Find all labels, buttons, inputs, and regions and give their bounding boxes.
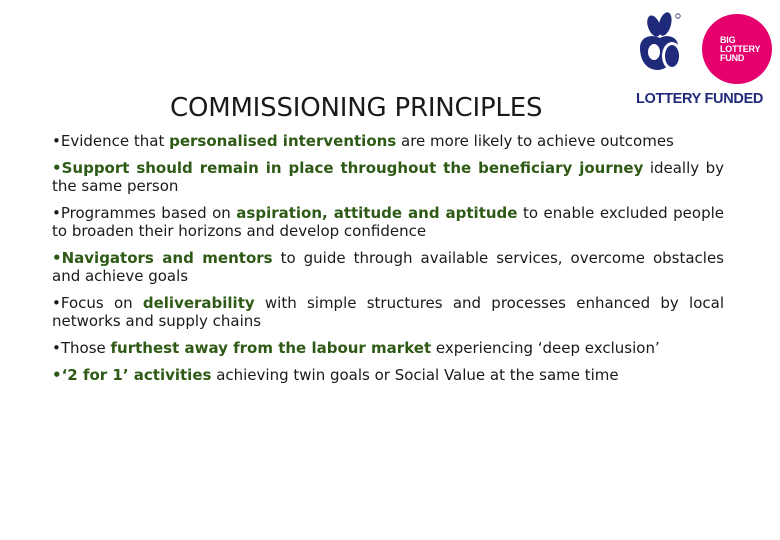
principle-text: to enable excluded people to broaden their horizons and develop confidence <box>52 204 724 240</box>
principle-item <box>52 294 724 330</box>
highlighted-phrase: Navigators and mentors <box>61 249 273 267</box>
highlighted-phrase: deliverability <box>142 294 255 312</box>
big-lottery-fund-badge <box>702 14 772 84</box>
principle-text: experiencing ‘deep exclusion’ <box>431 339 660 357</box>
bullet-marker: • <box>52 204 61 222</box>
bullet-marker: • <box>52 132 61 150</box>
crossed-fingers-icon <box>632 8 712 88</box>
principle-item <box>52 339 724 357</box>
highlighted-phrase: aspiration, attitude and aptitude <box>236 204 518 222</box>
page-title: COMMISSIONING PRINCIPLES <box>170 93 543 123</box>
highlighted-phrase: ‘2 for 1’ activities <box>61 366 212 384</box>
principle-item <box>52 366 724 384</box>
lottery-funded-label: LOTTERY FUNDED <box>636 91 764 107</box>
principle-text: with simple structures and processes enhanced by local networks and supply chains <box>52 294 725 330</box>
principle-text: ideally by the same person <box>52 159 724 195</box>
principle-text: achieving twin goals or Social Value at the same time <box>211 366 619 384</box>
bullet-marker: • <box>52 159 62 177</box>
highlighted-phrase: furthest away from the labour market <box>110 339 432 357</box>
principle-text: Evidence that <box>60 132 170 150</box>
bullet-marker: • <box>52 366 62 384</box>
principle-text: Those <box>60 339 111 357</box>
principle-item <box>52 204 724 240</box>
principle-text: Programmes based on <box>60 204 237 222</box>
principle-item <box>52 132 724 150</box>
principle-item <box>52 159 724 195</box>
principle-item <box>52 249 724 285</box>
principles-list <box>52 132 724 393</box>
bullet-marker: • <box>52 294 61 312</box>
lottery-logo <box>632 8 780 108</box>
principle-text: are more likely to achieve outcomes <box>396 132 674 150</box>
principle-text: Focus on <box>60 294 143 312</box>
bullet-marker: • <box>52 249 62 267</box>
big-lottery-fund-text: BIG LOTTERY FUND <box>720 34 761 63</box>
highlighted-phrase: personalised interventions <box>169 132 397 150</box>
highlighted-phrase: Support should remain in place throughout the beneficiary journey <box>61 159 644 177</box>
principle-text: to guide through available services, overcome obstacles and achieve goals <box>52 249 724 285</box>
bullet-marker: • <box>52 339 61 357</box>
